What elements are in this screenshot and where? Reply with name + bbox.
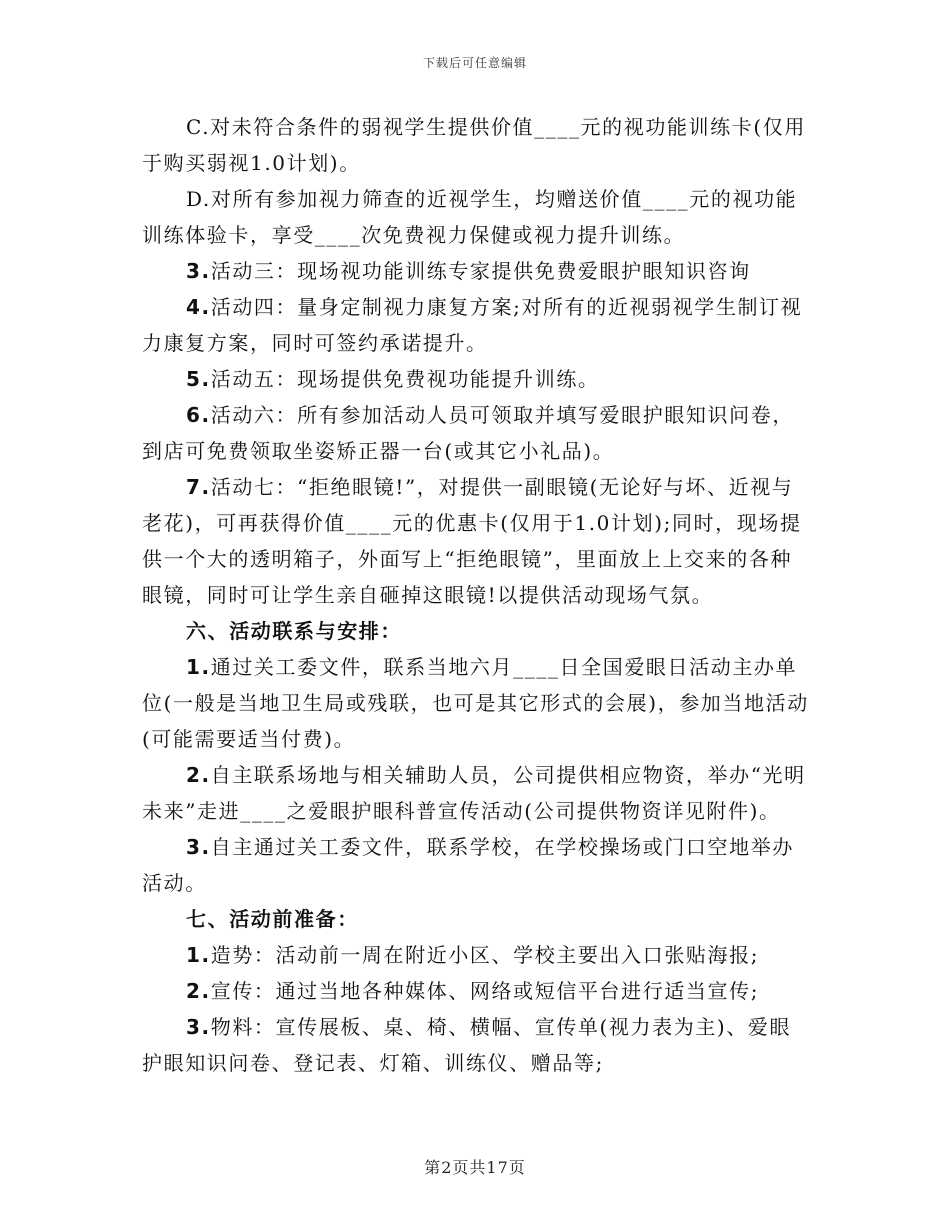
item-number: 2. bbox=[186, 979, 211, 1003]
paragraph-text: 宣传：通过当地各种媒体、网络或短信平台进行适当宣传; bbox=[210, 979, 760, 1003]
paragraph bbox=[142, 109, 810, 181]
item-number: 3. bbox=[186, 259, 211, 283]
paragraph-text: 通过关工委文件，联系当地六月____日全国爱眼日活动主办单位(一般是当地卫生局或残联，也可是其它形式的会展)，参加当地活动(可能需要适当付费)。 bbox=[142, 655, 809, 751]
item-number: 6. bbox=[186, 403, 211, 427]
item-number: 4. bbox=[186, 295, 211, 319]
paragraph-text: 自主通过关工委文件，联系学校，在学校操场或门口空地举办活动。 bbox=[142, 835, 794, 895]
item-number: 3. bbox=[186, 1015, 211, 1039]
item-number: 7. bbox=[186, 475, 211, 499]
paragraph bbox=[142, 361, 810, 397]
paragraph-text: 活动六：所有参加活动人员可领取并填写爱眼护眼知识问卷，到店可免费领取坐姿矫正器一台(或其它小礼品)。 bbox=[142, 403, 794, 463]
item-number: 1. bbox=[186, 943, 211, 967]
paragraph bbox=[142, 829, 810, 901]
paragraph-text: 活动四：量身定制视力康复方案;对所有的近视弱视学生制订视力康复方案，同时可签约承诺提升。 bbox=[142, 295, 803, 355]
paragraph bbox=[142, 397, 810, 469]
paragraph-text: 自主联系场地与相关辅助人员，公司提供相应物资，举办“光明未来”走进____之爱眼护眼科普宣传活动(公司提供物资详见附件)。 bbox=[142, 763, 806, 823]
paragraph-text: C.对未符合条件的弱视学生提供价值____元的视功能训练卡(仅用于购买弱视1.0计划)。 bbox=[142, 115, 806, 175]
page-header: 下载后可任意编辑 bbox=[422, 56, 527, 70]
section-heading: 六、活动联系与安排： bbox=[186, 619, 402, 643]
paragraph bbox=[142, 649, 810, 757]
paragraph bbox=[142, 289, 810, 361]
paragraph bbox=[142, 469, 810, 613]
paragraph bbox=[142, 973, 810, 1009]
paragraph bbox=[142, 757, 810, 829]
paragraph-text: 物料：宣传展板、桌、椅、横幅、宣传单(视力表为主)、爱眼护眼知识问卷、登记表、灯箱、训练仪、赠品等; bbox=[142, 1015, 792, 1075]
paragraph bbox=[142, 1009, 810, 1081]
paragraph bbox=[142, 253, 810, 289]
item-number: 1. bbox=[186, 655, 211, 679]
item-number: 5. bbox=[186, 367, 211, 391]
paragraph bbox=[142, 181, 810, 253]
paragraph bbox=[142, 937, 810, 973]
paragraph-text: 造势：活动前一周在附近小区、学校主要出入口张贴海报; bbox=[210, 943, 760, 967]
section-heading: 七、活动前准备： bbox=[186, 907, 359, 931]
paragraph-text: 活动五：现场提供免费视功能提升训练。 bbox=[210, 367, 600, 391]
paragraph-text: 活动七：“拒绝眼镜!”，对提供一副眼镜(无论好与坏、近视与老花)，可再获得价值____元的优惠卡(仅用于1.0计划);同时，现场提供一个大的透明箱子，外面写上“拒绝眼镜”，里面放上上交来的各种眼镜，同时可让学生亲自砸掉这眼镜!以提供活动现场气氛。 bbox=[142, 475, 802, 607]
document-body bbox=[142, 109, 810, 1081]
paragraph-text: 活动三：现场视功能训练专家提供免费爱眼护眼知识咨询 bbox=[210, 259, 751, 283]
item-number: 3. bbox=[186, 835, 211, 859]
page-number: 第2页共17页 bbox=[424, 1158, 526, 1177]
item-number: 2. bbox=[186, 763, 211, 787]
paragraph-text: D.对所有参加视力筛查的近视学生，均赠送价值____元的视功能训练体验卡，享受____次免费视力保健或视力提升训练。 bbox=[142, 187, 798, 247]
